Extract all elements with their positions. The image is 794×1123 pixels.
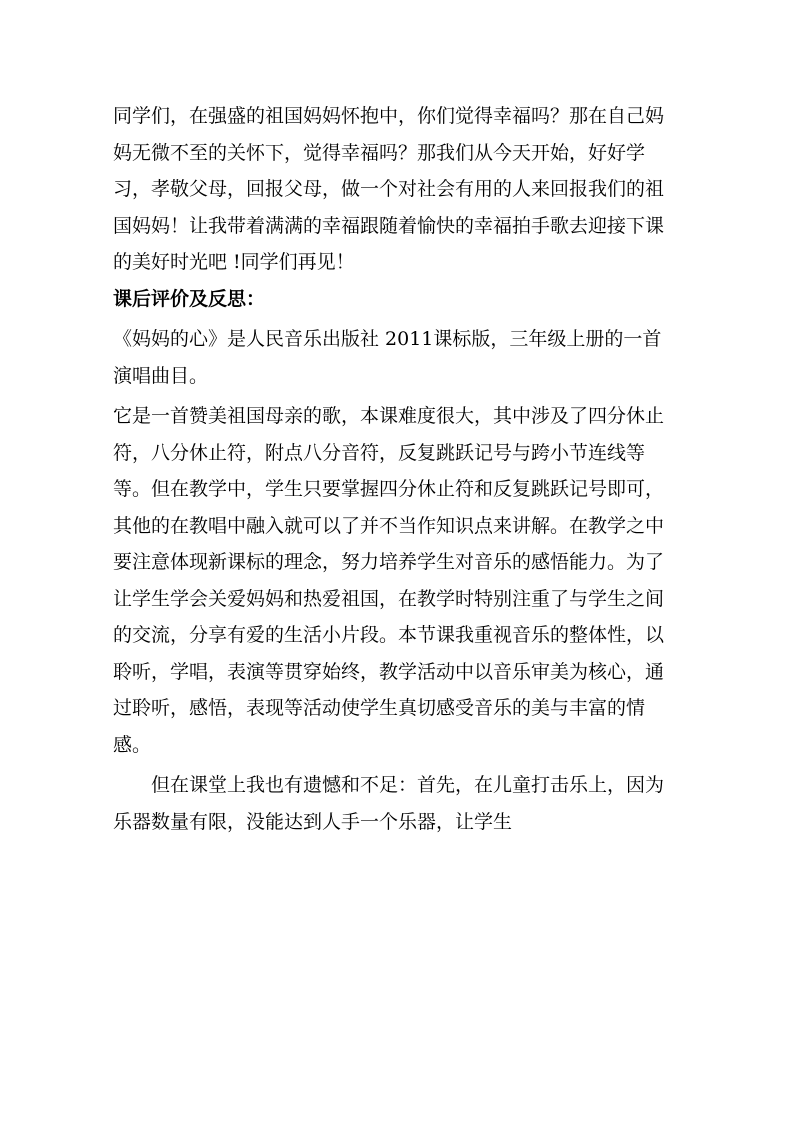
- section-heading: 课后评价及反思：: [113, 287, 266, 310]
- intro-paragraph: 《妈妈的心》是人民音乐出版社 2011课标版，三年级上册的一首演唱曲目。: [113, 328, 662, 387]
- shortcoming-paragraph: 但在课堂上我也有遗憾和不足：首先，在儿童打击乐上，因为乐器数量有限，没能达到人手一个乐器，让学生: [113, 774, 665, 833]
- closing-paragraph: 同学们，在强盛的祖国妈妈怀抱中，你们觉得幸福吗？那在自己妈妈无微不至的关怀下，觉得幸福吗？那我们从今天开始，好好学习，孝敬父母，回报父母，做一个对社会有用的人来回报我们的祖国妈妈！让我带着满满的幸福跟随着愉快的幸福拍手歌去迎接下课的美好时光吧 !同学们再见！: [113, 105, 665, 273]
- document-page: [113, 98, 679, 840]
- reflection-paragraph: 它是一首赞美祖国母亲的歌，本课难度很大，其中涉及了四分休止符，八分休止符，附点八分音符，反复跳跃记号与跨小节连线等等。但在教学中，学生只要掌握四分休止符和反复跳跃记号即可，其他的在教唱中融入就可以了并不当作知识点来讲解。在教学之中要注意体现新课标的理念，努力培养学生对音乐的感悟能力。为了让学生学会关爱妈妈和热爱祖国，在教学时特别注重了与学生之间的交流，分享有爱的生活小片段。本节课我重视音乐的整体性，以聆听，学唱，表演等贯穿始终，教学活动中以音乐审美为核心，通过聆听，感悟，表现等活动使学生真切感受音乐的美与丰富的情感。: [113, 405, 665, 756]
